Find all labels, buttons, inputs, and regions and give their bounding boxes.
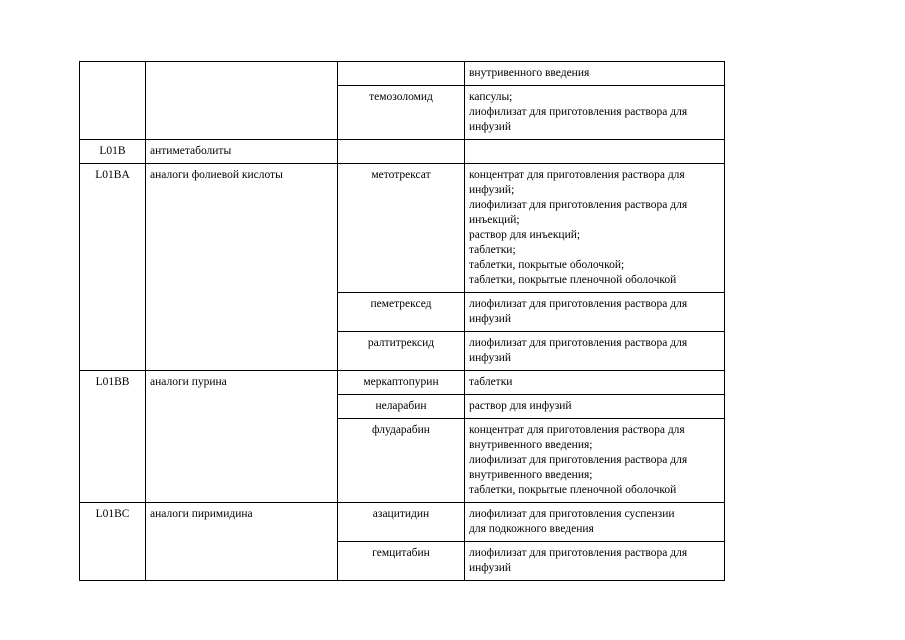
drug-name-cell: флударабин [338,419,465,503]
drug-name-cell: меркаптопурин [338,371,465,395]
dosage-form-line: для подкожного введения [469,523,594,535]
dosage-form-line: таблетки, покрытые оболочкой; [469,259,625,271]
group-name-cell [146,62,338,140]
dosage-form-line: концентрат для приготовления раствора для [469,169,685,181]
table-row [80,371,725,395]
dosage-form-line: инъекций; [469,214,520,226]
atc-code-cell [80,62,146,140]
dosage-form-line: внутривенного введения; [469,439,593,451]
dosage-form-line: внутривенного введения; [469,469,593,481]
table-row [80,140,725,164]
dosage-form-line: раствор для инъекций; [469,229,581,241]
drug-name-cell: темозоломид [338,86,465,140]
dosage-form-line: лиофилизат для приготовления раствора для [469,337,688,349]
drug-name-cell [338,140,465,164]
group-name-cell: аналоги пиримидина [146,503,338,581]
group-name-cell: антиметаболиты [146,140,338,164]
dosage-form-line: капсулы; [469,91,513,103]
dosage-form-cell [465,164,725,293]
dosage-form-cell [465,86,725,140]
dosage-form-line: лиофилизат для приготовления раствора для [469,106,688,118]
dosage-form-cell [465,140,725,164]
dosage-form-line: инфузий [469,562,512,574]
drug-name-cell: гемцитабин [338,542,465,581]
dosage-form-line: лиофилизат для приготовления раствора для [469,199,688,211]
drug-name-cell: неларабин [338,395,465,419]
dosage-form-line: лиофилизат для приготовления суспензии [469,508,675,520]
group-name-cell: аналоги фолиевой кислоты [146,164,338,371]
table-row [80,62,725,86]
drug-name-cell: ралтитрексид [338,332,465,371]
dosage-form-line: таблетки, покрытые пленочной оболочкой [469,484,677,496]
dosage-form-line: таблетки, покрытые пленочной оболочкой [469,274,677,286]
dosage-form-line: таблетки [469,376,513,388]
drug-name-cell: метотрексат [338,164,465,293]
atc-code-cell: L01BB [80,371,146,503]
dosage-form-line: инфузий [469,121,512,133]
table-row [80,503,725,542]
dosage-form-cell [465,419,725,503]
group-name-cell: аналоги пурина [146,371,338,503]
dosage-form-line: концентрат для приготовления раствора для [469,424,685,436]
drug-name-cell: азацитидин [338,503,465,542]
dosage-form-line: раствор для инфузий [469,400,572,412]
dosage-form-line: внутривенного введения [469,67,590,79]
dosage-form-cell [465,395,725,419]
dosage-form-line: таблетки; [469,244,516,256]
dosage-form-cell [465,542,725,581]
atc-code-cell: L01B [80,140,146,164]
dosage-form-line: инфузий [469,352,512,364]
dosage-form-line: инфузий; [469,184,515,196]
dosage-form-cell [465,332,725,371]
dosage-form-line: инфузий [469,313,512,325]
table-row [80,164,725,293]
dosage-form-cell [465,503,725,542]
atc-code-cell: L01BA [80,164,146,371]
dosage-form-line: лиофилизат для приготовления раствора для [469,547,688,559]
dosage-form-cell [465,62,725,86]
dosage-form-line: лиофилизат для приготовления раствора для [469,298,688,310]
drug-classification-table [79,61,725,581]
dosage-form-line: лиофилизат для приготовления раствора для [469,454,688,466]
atc-code-cell: L01BC [80,503,146,581]
dosage-form-cell [465,293,725,332]
drug-name-cell [338,62,465,86]
drug-name-cell: пеметрексед [338,293,465,332]
dosage-form-cell [465,371,725,395]
